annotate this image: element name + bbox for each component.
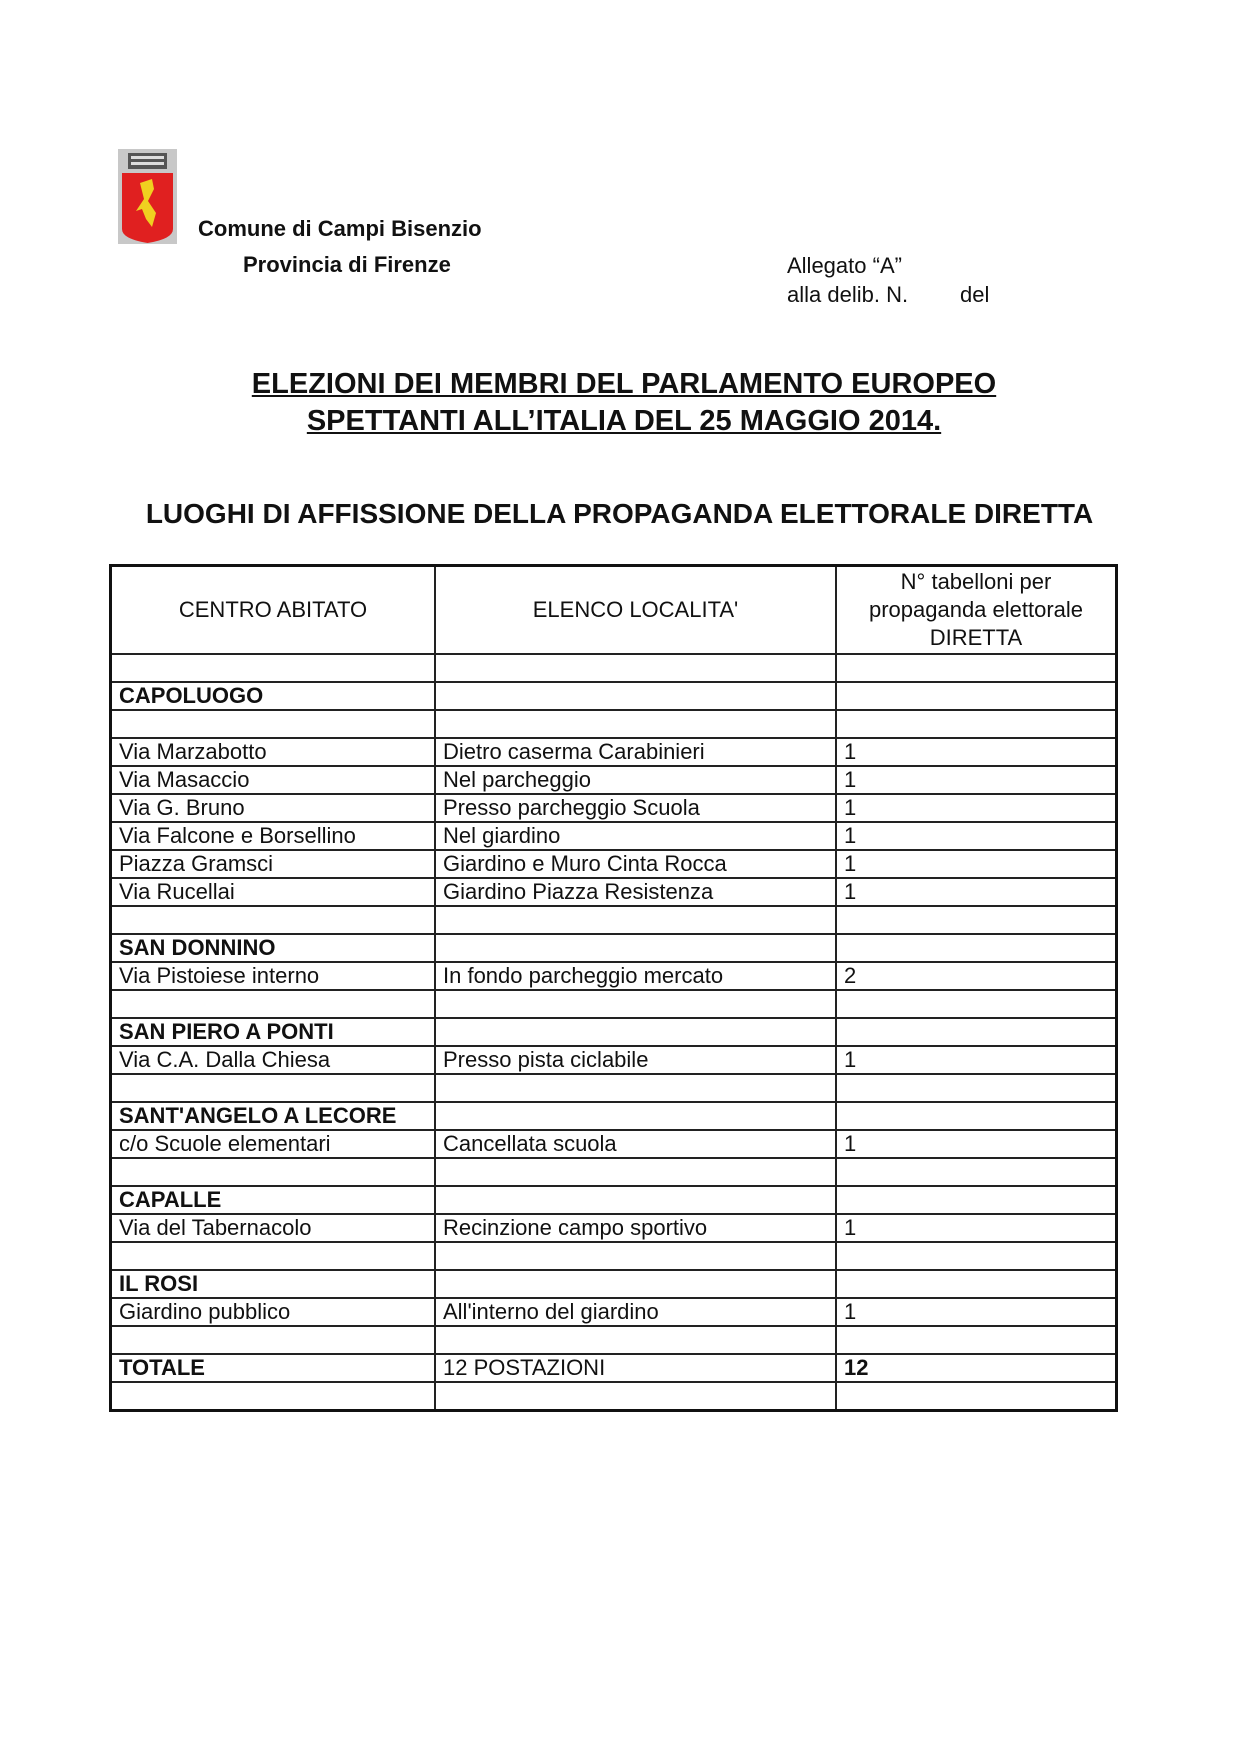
cell-centro-abitato: SAN DONNINO: [111, 934, 436, 962]
cell-centro-abitato: [111, 1074, 436, 1102]
cell-localita: Dietro caserma Carabinieri: [435, 738, 836, 766]
table-row: [111, 850, 1117, 878]
cell-tabelloni: [836, 1102, 1117, 1130]
table-row: [111, 962, 1117, 990]
cell-tabelloni: [836, 1326, 1117, 1354]
table-row: [111, 1242, 1117, 1270]
cell-tabelloni: 1: [836, 1298, 1117, 1326]
cell-centro-abitato: CAPOLUOGO: [111, 682, 436, 710]
cell-centro-abitato: [111, 1242, 436, 1270]
cell-centro-abitato: Via Marzabotto: [111, 738, 436, 766]
cell-tabelloni: [836, 934, 1117, 962]
cell-tabelloni: 1: [836, 738, 1117, 766]
cell-centro-abitato: TOTALE: [111, 1354, 436, 1382]
cell-localita: [435, 1242, 836, 1270]
section-row: [111, 934, 1117, 962]
cell-centro-abitato: Via Rucellai: [111, 878, 436, 906]
cell-tabelloni: 1: [836, 1130, 1117, 1158]
cell-localita: [435, 990, 836, 1018]
section-row: [111, 682, 1117, 710]
cell-centro-abitato: Via C.A. Dalla Chiesa: [111, 1046, 436, 1074]
cell-localita: [435, 1186, 836, 1214]
section-row: [111, 1270, 1117, 1298]
comune-name: Comune di Campi Bisenzio: [198, 216, 482, 241]
header-n-tabelloni: N° tabelloni per propaganda elettorale DIRETTA: [836, 566, 1117, 655]
header-elenco-localita: ELENCO LOCALITA': [435, 566, 836, 655]
table-row: [111, 738, 1117, 766]
table-row: [111, 1074, 1117, 1102]
table-header-row: [111, 566, 1117, 655]
cell-localita: [435, 1102, 836, 1130]
cell-localita: 12 POSTAZIONI: [435, 1354, 836, 1382]
header-centro-abitato: CENTRO ABITATO: [111, 566, 436, 655]
table-row: [111, 766, 1117, 794]
cell-centro-abitato: [111, 1326, 436, 1354]
table-row: [111, 1130, 1117, 1158]
cell-tabelloni: [836, 654, 1117, 682]
cell-tabelloni: [836, 1158, 1117, 1186]
cell-centro-abitato: [111, 654, 436, 682]
cell-tabelloni: [836, 1382, 1117, 1411]
cell-localita: [435, 1326, 836, 1354]
table-row: [111, 794, 1117, 822]
cell-centro-abitato: c/o Scuole elementari: [111, 1130, 436, 1158]
cell-localita: Cancellata scuola: [435, 1130, 836, 1158]
cell-localita: Giardino Piazza Resistenza: [435, 878, 836, 906]
coat-of-arms-logo: [118, 149, 177, 244]
cell-tabelloni: [836, 1270, 1117, 1298]
cell-tabelloni: [836, 1186, 1117, 1214]
cell-localita: Presso parcheggio Scuola: [435, 794, 836, 822]
cell-centro-abitato: [111, 710, 436, 738]
table-row: [111, 990, 1117, 1018]
cell-tabelloni: 1: [836, 1214, 1117, 1242]
section-row: [111, 1018, 1117, 1046]
cell-tabelloni: [836, 1018, 1117, 1046]
cell-localita: Giardino e Muro Cinta Rocca: [435, 850, 836, 878]
cell-centro-abitato: Piazza Gramsci: [111, 850, 436, 878]
cell-centro-abitato: SAN PIERO A PONTI: [111, 1018, 436, 1046]
subtitle: LUOGHI DI AFFISSIONE DELLA PROPAGANDA ELETTORALE DIRETTA: [145, 498, 1094, 529]
provincia-name: Provincia di Firenze: [243, 252, 451, 277]
table-row: [111, 1298, 1117, 1326]
cell-localita: Recinzione campo sportivo: [435, 1214, 836, 1242]
cell-tabelloni: 1: [836, 850, 1117, 878]
table-row: [111, 906, 1117, 934]
cell-tabelloni: 1: [836, 1046, 1117, 1074]
cell-localita: [435, 654, 836, 682]
cell-localita: [435, 1158, 836, 1186]
cell-tabelloni: 1: [836, 794, 1117, 822]
cell-centro-abitato: [111, 990, 436, 1018]
cell-tabelloni: [836, 682, 1117, 710]
del-label: del: [960, 282, 990, 307]
cell-localita: [435, 710, 836, 738]
title-line-1: ELEZIONI DEI MEMBRI DEL PARLAMENTO EUROPEO: [251, 368, 997, 400]
table-row: [111, 710, 1117, 738]
cell-tabelloni: 1: [836, 766, 1117, 794]
cell-tabelloni: [836, 1242, 1117, 1270]
cell-tabelloni: 12: [836, 1354, 1117, 1382]
cell-localita: [435, 1018, 836, 1046]
cell-centro-abitato: Via del Tabernacolo: [111, 1214, 436, 1242]
cell-centro-abitato: Via Falcone e Borsellino: [111, 822, 436, 850]
cell-centro-abitato: Via Pistoiese interno: [111, 962, 436, 990]
section-row: [111, 1186, 1117, 1214]
table-row: [111, 1382, 1117, 1411]
table-row: [111, 654, 1117, 682]
cell-localita: [435, 906, 836, 934]
cell-localita: [435, 1382, 836, 1411]
total-row: [111, 1354, 1117, 1382]
cell-localita: [435, 1270, 836, 1298]
table-row: [111, 1214, 1117, 1242]
table-row: [111, 1158, 1117, 1186]
cell-tabelloni: [836, 710, 1117, 738]
cell-centro-abitato: [111, 1382, 436, 1411]
table-row: [111, 1326, 1117, 1354]
cell-localita: Nel parcheggio: [435, 766, 836, 794]
cell-centro-abitato: CAPALLE: [111, 1186, 436, 1214]
cell-localita: Nel giardino: [435, 822, 836, 850]
cell-centro-abitato: IL ROSI: [111, 1270, 436, 1298]
cell-localita: [435, 682, 836, 710]
cell-centro-abitato: Giardino pubblico: [111, 1298, 436, 1326]
cell-localita: [435, 934, 836, 962]
cell-tabelloni: 1: [836, 822, 1117, 850]
section-row: [111, 1102, 1117, 1130]
cell-centro-abitato: [111, 906, 436, 934]
cell-tabelloni: [836, 1074, 1117, 1102]
cell-localita: In fondo parcheggio mercato: [435, 962, 836, 990]
cell-tabelloni: [836, 906, 1117, 934]
cell-centro-abitato: Via Masaccio: [111, 766, 436, 794]
cell-centro-abitato: Via G. Bruno: [111, 794, 436, 822]
table-row: [111, 822, 1117, 850]
title-line-2: SPETTANTI ALL’ITALIA DEL 25 MAGGIO 2014.: [306, 405, 942, 437]
cell-localita: Presso pista ciclabile: [435, 1046, 836, 1074]
delib-label: alla delib. N.: [787, 282, 909, 307]
cell-localita: [435, 1074, 836, 1102]
locations-table: [109, 564, 1118, 1412]
cell-centro-abitato: [111, 1158, 436, 1186]
table-row: [111, 878, 1117, 906]
cell-tabelloni: 1: [836, 878, 1117, 906]
cell-localita: All'interno del giardino: [435, 1298, 836, 1326]
cell-tabelloni: [836, 990, 1117, 1018]
cell-tabelloni: 2: [836, 962, 1117, 990]
allegato-label: Allegato “A”: [787, 253, 902, 278]
table-row: [111, 1046, 1117, 1074]
cell-centro-abitato: SANT'ANGELO A LECORE: [111, 1102, 436, 1130]
